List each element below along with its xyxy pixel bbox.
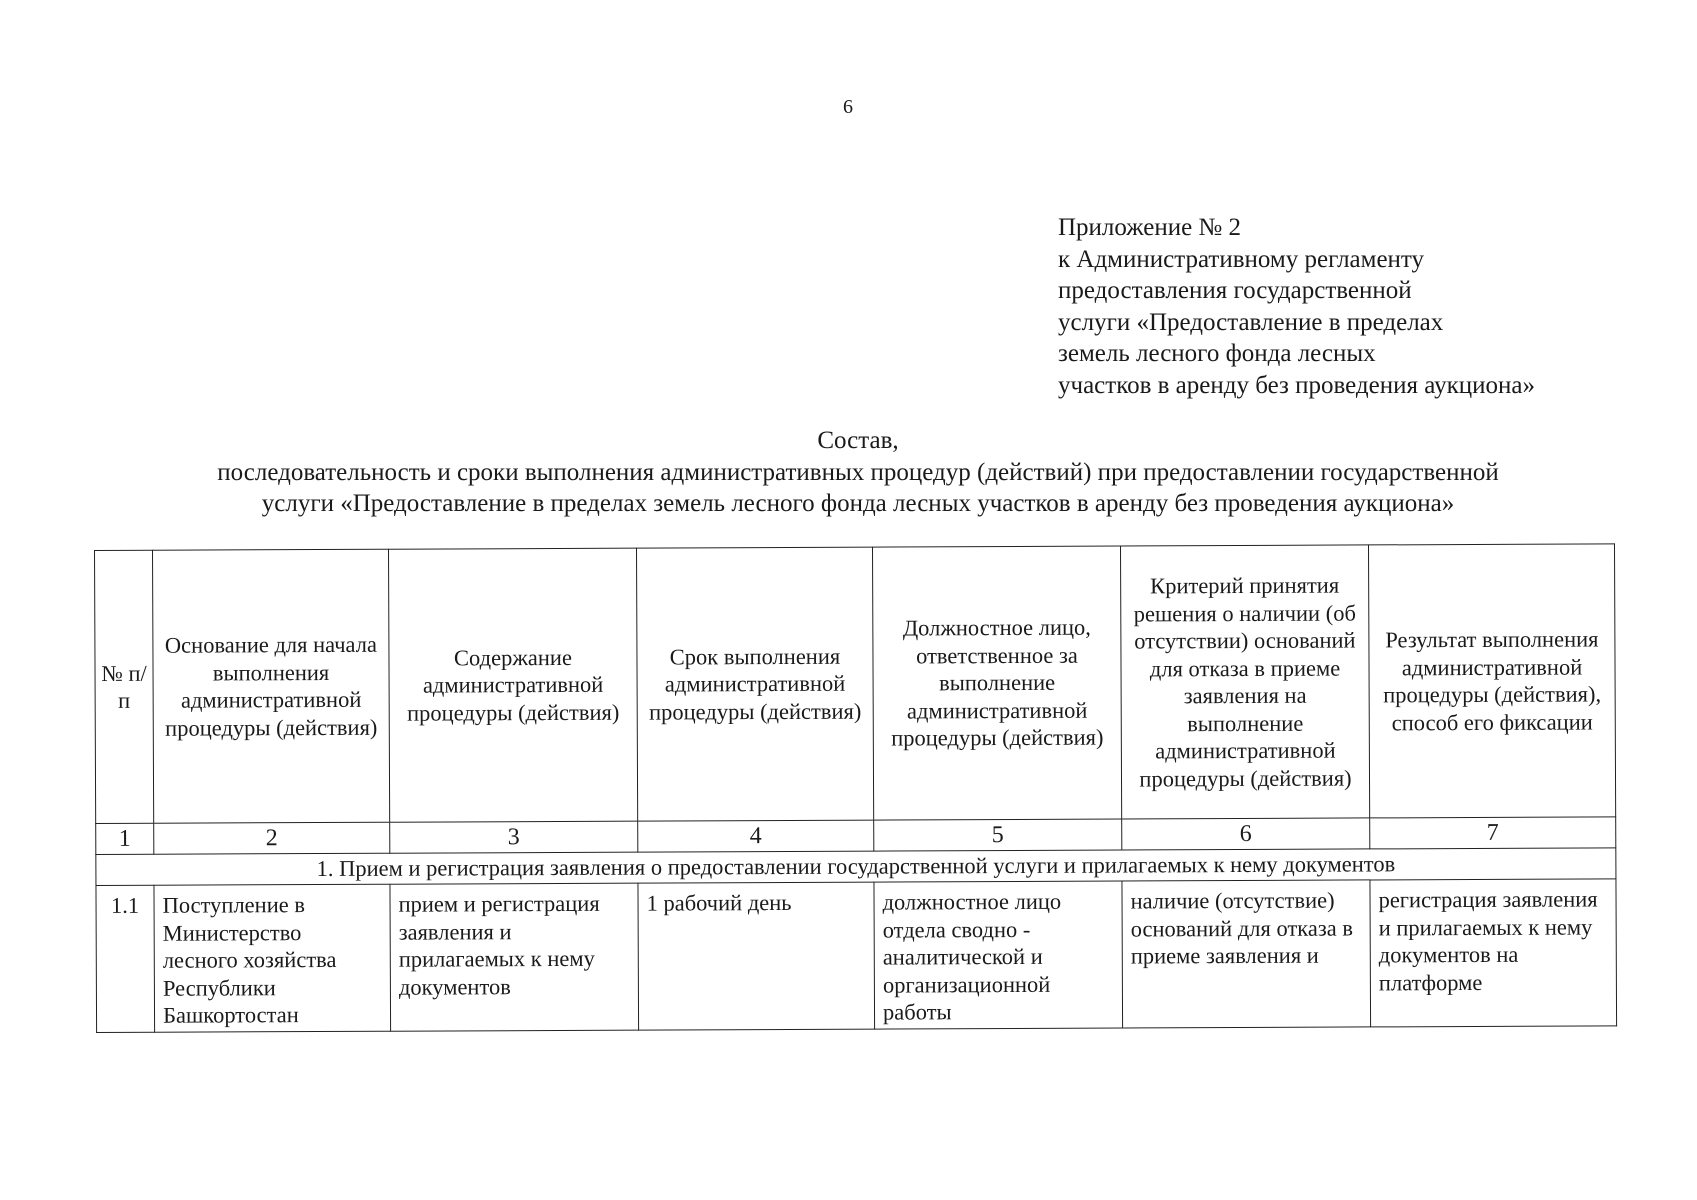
title-line-1: Состав, bbox=[817, 427, 899, 454]
appendix-note bbox=[1058, 212, 1535, 401]
appendix-line: услуги «Предоставление в пределах bbox=[1058, 308, 1444, 336]
procedures-table bbox=[94, 543, 1617, 1033]
header-cell-number: № п/п bbox=[95, 550, 154, 823]
appendix-line: земель лесного фонда лесных bbox=[1058, 340, 1376, 367]
row-result: регистрация заявления и прилагаемых к нему документов на платформе bbox=[1370, 879, 1617, 1027]
appendix-line: участков в аренду без проведения аукциона» bbox=[1058, 371, 1535, 399]
appendix-line: Приложение № 2 bbox=[1058, 214, 1242, 241]
header-cell-official: Должностное лицо, ответственное за выполнение административной процедуры (действия) bbox=[872, 546, 1121, 820]
column-number: 5 bbox=[874, 819, 1122, 851]
header-cell-basis: Основание для начала выполнения административной процедуры (действия) bbox=[153, 549, 390, 823]
title-line-3: услуги «Предоставление в пределах земель лесного фонда лесных участков в аренду без проведения аукциона» bbox=[261, 490, 1455, 517]
header-cell-result: Результат выполнения административной процедуры (действия), способ его фиксации bbox=[1368, 544, 1615, 818]
row-basis: Поступление в Министерство лесного хозяйства Республики Башкортостан bbox=[154, 884, 391, 1032]
row-number: 1.1 bbox=[96, 885, 155, 1032]
row-content: прием и регистрация заявления и прилагаемых к нему документов bbox=[390, 883, 639, 1031]
column-number: 6 bbox=[1122, 818, 1370, 850]
header-cell-criterion: Критерий принятия решения о наличии (об отсутствии) оснований для отказа в приеме заявления на выполнение административной процедуры (действия) bbox=[1120, 545, 1369, 819]
title-line-2: последовательность и сроки выполнения административных процедур (действий) при предоставлении государственной bbox=[217, 458, 1499, 486]
document-title bbox=[0, 425, 1697, 520]
header-cell-content: Содержание административной процедуры (действия) bbox=[388, 548, 637, 822]
column-number: 3 bbox=[390, 821, 638, 853]
section-title: 1. Прием и регистрация заявления о предоставлении государственной услуги и прилагаемых к нему документов bbox=[96, 848, 1616, 886]
table-row bbox=[96, 879, 1617, 1033]
row-criterion: наличие (отсутствие) оснований для отказа в приеме заявления и bbox=[1122, 880, 1371, 1028]
row-term: 1 рабочий день bbox=[638, 882, 875, 1030]
row-official: должностное лицо отдела сводно - аналитической и организационной работы bbox=[874, 881, 1123, 1029]
column-number: 7 bbox=[1370, 817, 1616, 849]
appendix-line: к Административному регламенту bbox=[1058, 245, 1425, 273]
page-number: 6 bbox=[843, 96, 853, 118]
column-number: 4 bbox=[638, 820, 874, 852]
column-number: 1 bbox=[96, 823, 154, 854]
column-number: 2 bbox=[154, 822, 390, 854]
table-header-row bbox=[95, 544, 1616, 824]
header-cell-term: Срок выполнения административной процедуры (действия) bbox=[636, 547, 873, 821]
appendix-line: предоставления государственной bbox=[1058, 277, 1412, 304]
